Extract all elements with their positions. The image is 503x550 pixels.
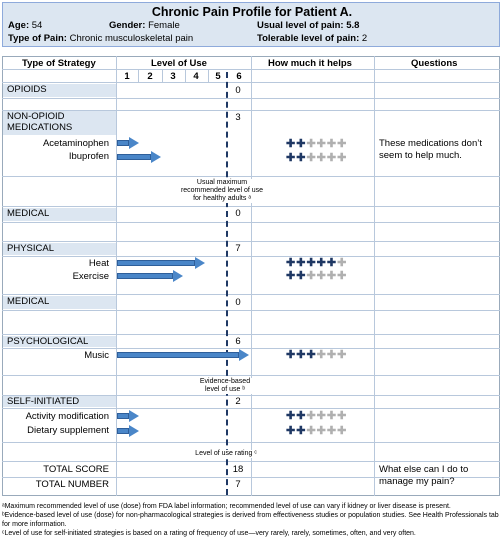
total-score-label: TOTAL SCORE — [43, 464, 109, 475]
col-how-much-it-helps: How much it helps — [268, 58, 352, 69]
item-heat: Heat — [88, 258, 109, 269]
scale-tick-5: 5 — [215, 71, 221, 82]
col-questions: Questions — [411, 58, 458, 69]
score-physical: 7 — [235, 243, 241, 254]
score-psychological: 6 — [235, 336, 241, 347]
item-dietary-supplement: Dietary supplement — [27, 425, 109, 436]
profile-header — [2, 2, 500, 47]
footnote-b: ᵇEvidence-based level of use (dose) for non-pharmacological strategies is derived from effectiveness studies or population studies. See Health Professionals tab for more information. — [2, 512, 499, 528]
col-level-of-use: Level of Use — [151, 58, 207, 69]
tolerable-pain-field: Tolerable level of pain: 2 — [257, 33, 368, 44]
helps-rating: ✚✚✚✚✚✚ — [286, 425, 348, 437]
note-level-rating: Level of use rating ᶜ — [168, 450, 284, 458]
gender-field: Gender: Female — [109, 20, 180, 31]
helps-rating: ✚✚✚✚✚✚ — [286, 152, 348, 164]
section-psychological: PSYCHOLOGICAL — [3, 336, 116, 347]
level-arrow — [117, 270, 183, 282]
scale-tick-3: 3 — [170, 71, 176, 82]
age-field: Age: 54 — [8, 20, 43, 31]
item-exercise: Exercise — [72, 271, 109, 282]
footnote-a: ᵃMaximum recommended level of use (dose) from FDA label information; recommended level of use can vary if kidney or liver disease is present. — [2, 503, 451, 510]
total-number-value: 7 — [235, 479, 241, 490]
section-medical-2: MEDICAL — [3, 296, 116, 309]
section-opioids: OPIOIDS — [3, 84, 116, 97]
scale-tick-4: 4 — [193, 71, 199, 82]
level-arrow — [117, 257, 205, 269]
scale-tick-2: 2 — [147, 71, 153, 82]
helps-rating: ✚✚✚✚✚✚ — [286, 270, 348, 282]
section-self-initiated: SELF-INITIATED — [3, 396, 116, 407]
col-type-of-strategy: Type of Strategy — [22, 58, 96, 69]
helps-rating: ✚✚✚✚✚✚ — [286, 410, 348, 422]
level-arrow — [117, 425, 139, 437]
note-usual-maximum: Usual maximum recommended level of use for healthy adults ᵃ — [152, 179, 292, 203]
total-number-label: TOTAL NUMBER — [35, 479, 109, 490]
score-self-initiated: 2 — [235, 396, 241, 407]
item-acetaminophen: Acetaminophen — [42, 138, 109, 149]
section-non-opioid: NON-OPIOID MEDICATIONS — [3, 111, 116, 135]
note-evidence-based: Evidence-based level of use ᵇ — [173, 378, 277, 394]
max-level-line — [226, 72, 228, 495]
pain-type-field: Type of Pain: Chronic musculoskeletal pain — [8, 33, 194, 44]
score-medical-1: 0 — [235, 208, 241, 219]
section-medical-1: MEDICAL — [3, 208, 116, 221]
scale-tick-6: 6 — [236, 71, 242, 82]
score-opioids: 0 — [235, 85, 241, 96]
total-score-value: 18 — [232, 464, 244, 475]
score-medical-2: 0 — [235, 297, 241, 308]
level-arrow — [117, 349, 249, 361]
helps-rating: ✚✚✚✚✚✚ — [286, 257, 348, 269]
usual-pain-field: Usual level of pain: 5.8 — [257, 20, 360, 31]
score-non-opioid: 3 — [235, 112, 241, 123]
item-music: Music — [84, 350, 109, 361]
question-what-else: What else can I do to manage my pain? — [379, 464, 469, 487]
section-physical: PHYSICAL — [3, 243, 116, 255]
footnote-c: ᶜLevel of use for self-initiated strategies is based on a rating of frequency of use—very rarely, rarely, sometimes, often, and very often. — [2, 530, 416, 537]
level-arrow — [117, 410, 139, 422]
scale-tick-1: 1 — [124, 71, 130, 82]
level-arrow — [117, 137, 139, 149]
question-medications: These medications don’t seem to help much. — [379, 138, 482, 161]
profile-title: Chronic Pain Profile for Patient A. — [151, 5, 353, 19]
item-activity-modification: Activity modification — [25, 411, 109, 422]
item-ibuprofen: Ibuprofen — [68, 151, 109, 162]
level-arrow — [117, 151, 161, 163]
helps-rating: ✚✚✚✚✚✚ — [286, 138, 348, 150]
helps-rating: ✚✚✚✚✚✚ — [286, 349, 348, 361]
